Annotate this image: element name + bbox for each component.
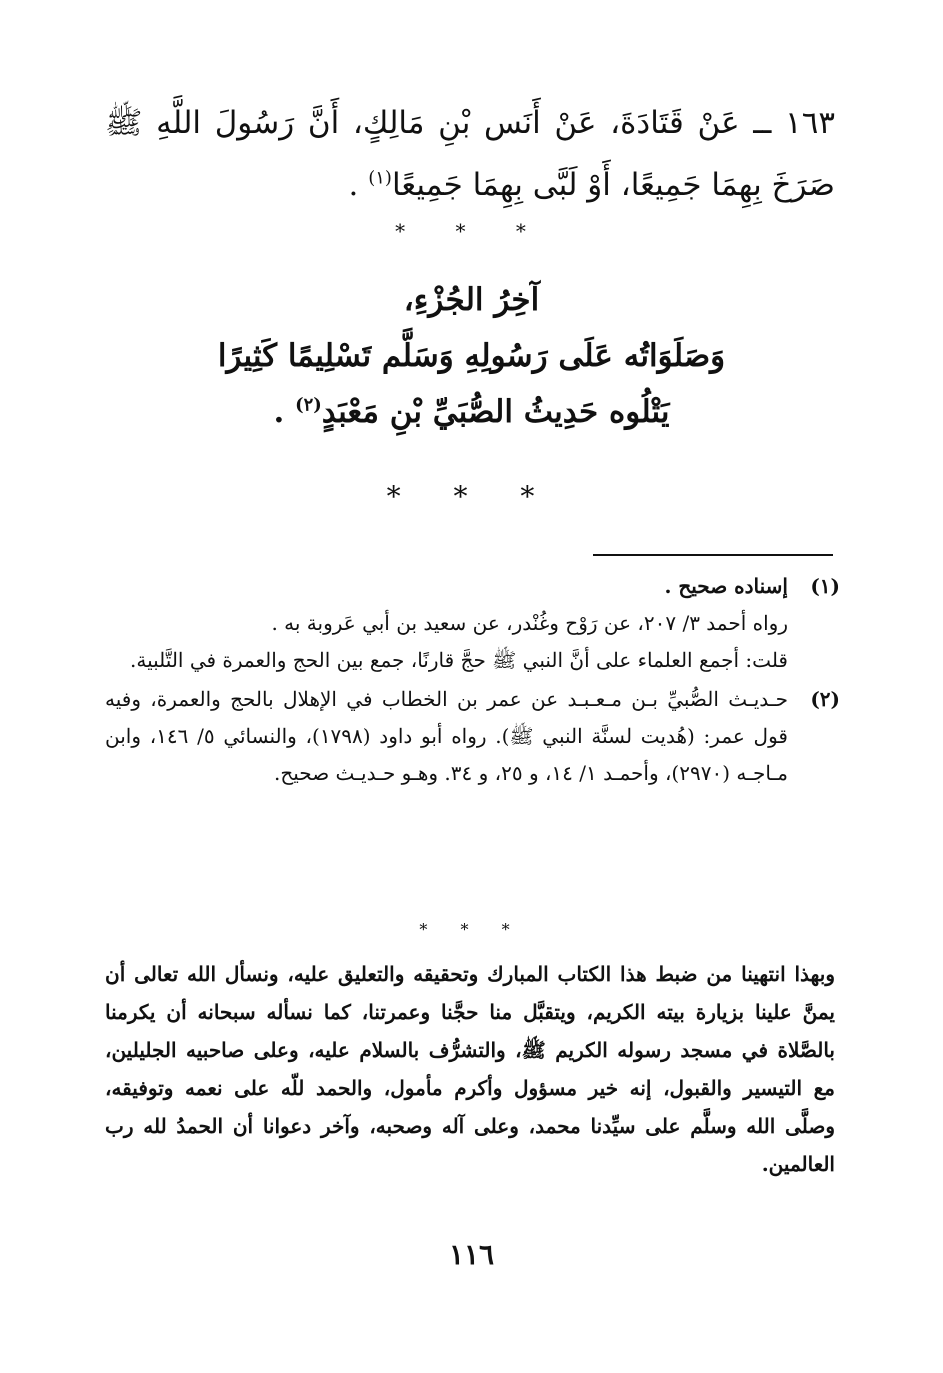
- colophon-line-2: وَصَلَوَاتُه عَلَى رَسُولِهِ وَسَلَّم تَسْلِيمًا كَثِيرًا: [217, 338, 726, 374]
- hadith-end: .: [348, 167, 369, 203]
- hadith-footnote-ref[interactable]: (١): [368, 167, 392, 189]
- separator-stars-bottom: * * *: [419, 920, 524, 939]
- footnote-1-title: إسناده صحيح .: [664, 574, 788, 598]
- footnote-2: [105, 681, 840, 792]
- hadith-text: ١٦٣ ــ عَنْ قَتَادَةَ، عَنْ أَنَس بْنِ مَالِكٍ، أَنَّ رَسُولَ اللَّهِ ﷺ صَرَخَ بِهِمَا جَمِيعًا، أَوْ لَبَّى بِهِمَا جَمِيعًا: [105, 105, 835, 203]
- colophon-line-3-end: .: [273, 394, 296, 430]
- closing-paragraph: وبهذا انتهينا من ضبط هذا الكتاب المبارك وتحقيقه والتعليق عليه، ونسأل الله تعالى أن يمنَّ علينا بزيارة بيته الكريم، ويتقبَّل منا حجَّنا وعمرتنا، كما نسأله سبحانه أن يكرمنا بالصَّلاة في مسجد رسوله الكريم ﷺ، والتشرُّف بالسلام عليه، وعلى صاحبيه الجليلين، مع التيسير والقبول، إنه خير مسؤول وأكرم مأمول، والحمد للّه على نعمه وتوفيقه، وصلَّى الله وسلَّم على سيِّدنا محمد، وعلى آله وصحبه، وآخر دعوانا أن الحمدُ لله رب العالمين.: [105, 962, 835, 1176]
- footnote-1: [105, 568, 840, 679]
- hadith-163: [105, 92, 835, 216]
- footnote-2-body: [105, 681, 788, 792]
- footnote-1-number: (١): [810, 574, 840, 598]
- footnote-1-paragraph-1: رواه أحمد ٣/ ٢٠٧، عن رَوْح وغُنْدر، عن سعيد بن أبي عَروبة به .: [271, 611, 788, 635]
- separator-stars-middle: * * *: [386, 480, 557, 513]
- footnote-1-body: [105, 568, 788, 679]
- colophon-line-3: [0, 384, 943, 440]
- footnote-2-number: (٢): [810, 687, 840, 711]
- footnote-divider: [593, 554, 833, 556]
- colophon-line-3-text: يَتْلُوه حَدِيثُ الصُّبَيِّ بْنِ مَعْبَدٍ: [321, 394, 670, 430]
- colophon: [0, 272, 943, 440]
- colophon-line-1: آخِرُ الجُزْءِ،: [403, 282, 540, 318]
- footnote-1-paragraph-2: قلت: أجمع العلماء على أنَّ النبي ﷺ حجَّ قارنًا، جمع بين الحج والعمرة في التَّلبية.: [130, 648, 788, 672]
- page-number: ١١٦: [448, 1238, 495, 1271]
- separator-stars-top: * * *: [395, 219, 548, 243]
- footnotes: [105, 568, 840, 794]
- footnote-2-paragraph-1: حـديـث الصُّبيِّ بـن مـعـبـد عن عمر بن الخطاب في الإهلال بالحج والعمرة، وفيه قول عمر: (هُديت لسنَّة النبي ﷺ). رواه أبو داود (١٧٩٨)، والنسائي ٥/ ١٤٦، وابن مـاجـه (٢٩٧٠)، وأحمـد ١/ ١٤، و ٢٥، و ٣٤. وهـو حـديـث صحيح.: [105, 687, 788, 785]
- colophon-footnote-ref[interactable]: (٢): [295, 394, 322, 416]
